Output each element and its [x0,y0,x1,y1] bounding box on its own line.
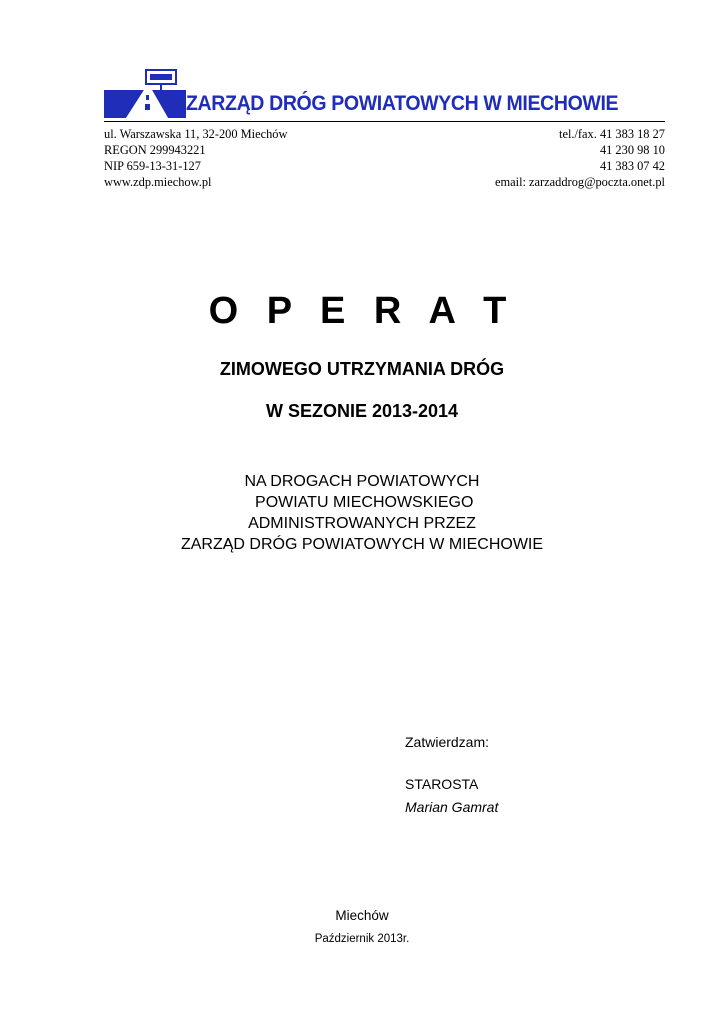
description-line: ADMINISTROWANYCH PRZEZ [248,515,476,532]
date: Październik 2013r. [314,933,410,945]
document-title: O P E R A T [208,290,516,332]
website-line: www.zdp.miechow.pl [104,175,212,189]
header-divider [104,121,665,122]
contact-right [495,126,665,190]
phone-line-2: 41 230 98 10 [599,143,665,157]
document-subtitle-2: W SEZONIE 2013-2014 [265,401,459,421]
approval-label: Zatwierdzam: [405,734,490,750]
nip-line: NIP 659-13-31-127 [104,159,201,173]
phone-line-3: 41 383 07 42 [599,159,665,173]
description-line: POWIATU MIECHOWSKIEGO [250,494,474,511]
regon-line: REGON 299943221 [104,143,206,157]
document-description [0,471,724,555]
description-line: ZARZĄD DRÓG POWIATOWYCH W MIECHOWIE [180,536,544,553]
approver-role: STAROSTA [405,776,479,792]
description-line: NA DROGACH POWIATOWYCH [244,473,480,490]
phone-fax-line: tel./fax. 41 383 18 27 [559,127,665,141]
road-sign-logo-icon [104,68,186,120]
organization-name: ZARZĄD DRÓG POWIATOWYCH W MIECHOWIE [186,92,619,115]
place: Miechów [335,908,389,923]
address-line: ul. Warszawska 11, 32-200 Miechów [104,127,288,141]
email-line: email: zarzaddrog@poczta.onet.pl [494,175,665,189]
approver-name: Marian Gamrat [405,799,499,815]
document-subtitle-1: ZIMOWEGO UTRZYMANIA DRÓG [219,359,505,379]
contact-left [104,126,287,190]
